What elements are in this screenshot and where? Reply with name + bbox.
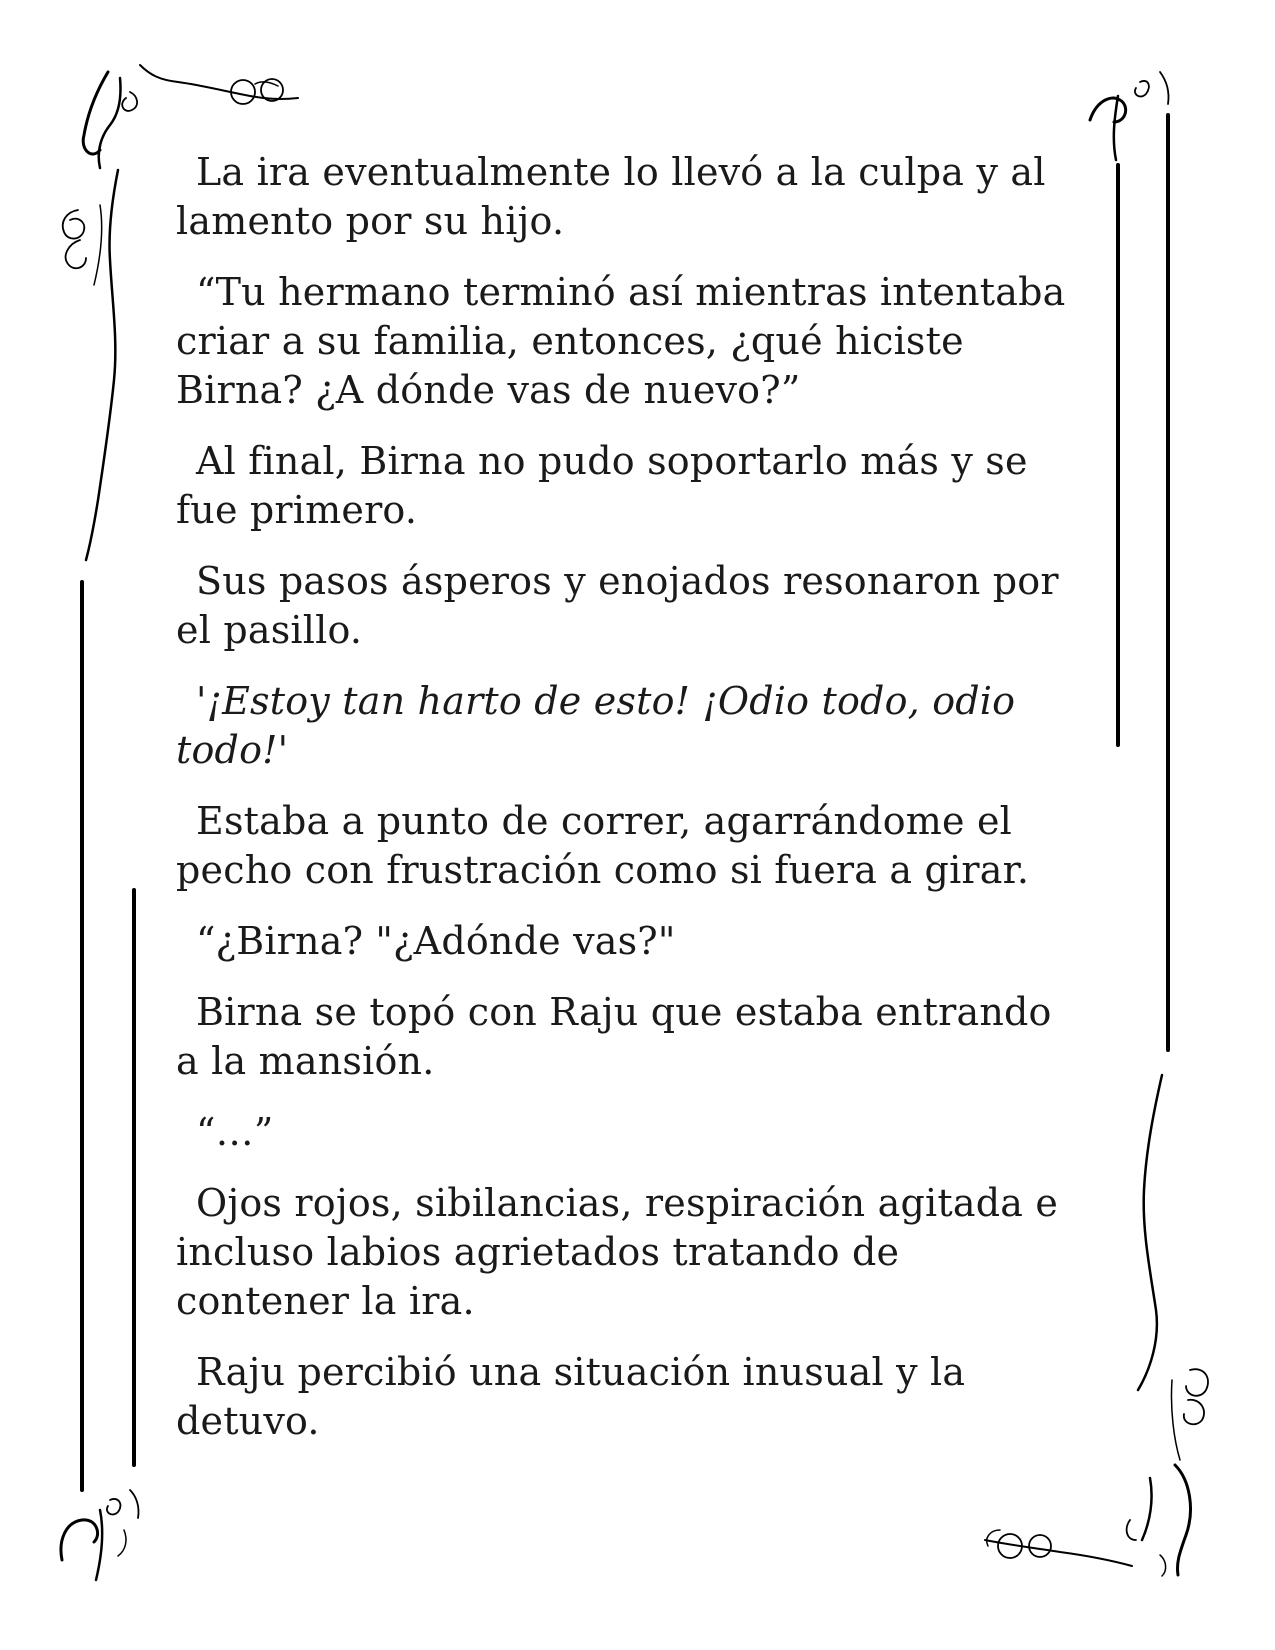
paragraph-5-thought: '¡Estoy tan harto de esto! ¡Odio todo, odio todo!' <box>176 679 1016 772</box>
right-swirl-flourish-icon <box>1138 1075 1208 1460</box>
paragraph-11: Raju percibió una situación inusual y la detuvo. <box>176 1350 966 1443</box>
bottom-right-flourish-icon <box>985 1465 1190 1576</box>
paragraph-6: Estaba a punto de correr, agarrándome el pecho con frustración como si fuera a girar. <box>176 799 1030 892</box>
paragraph-2: “Tu hermano terminó así mientras intentaba criar a su familia, entonces, ¿qué hiciste Birna? ¿A dónde vas de nuevo?” <box>176 270 1066 412</box>
paragraph-10: Ojos rojos, sibilancias, respiración agitada e incluso labios agrietados tratando de contener la ira. <box>176 1181 1059 1323</box>
paragraph-3: Al final, Birna no pudo soportarlo más y se fue primero. <box>176 439 1028 532</box>
bottom-left-flourish-icon <box>61 1490 139 1580</box>
paragraph-8: Birna se topó con Raju que estaba entrando a la mansión. <box>176 990 1052 1083</box>
page-text <box>176 148 1076 1468</box>
paragraph-7: “¿Birna? "¿Adónde vas?" <box>196 919 676 963</box>
paragraph-1: La ira eventualmente lo llevó a la culpa y al lamento por su hijo. <box>176 150 1046 243</box>
paragraph-4: Sus pasos ásperos y enojados resonaron por el pasillo. <box>176 559 1059 652</box>
top-right-flourish-icon <box>1090 72 1169 160</box>
paragraph-9: “…” <box>196 1110 274 1154</box>
